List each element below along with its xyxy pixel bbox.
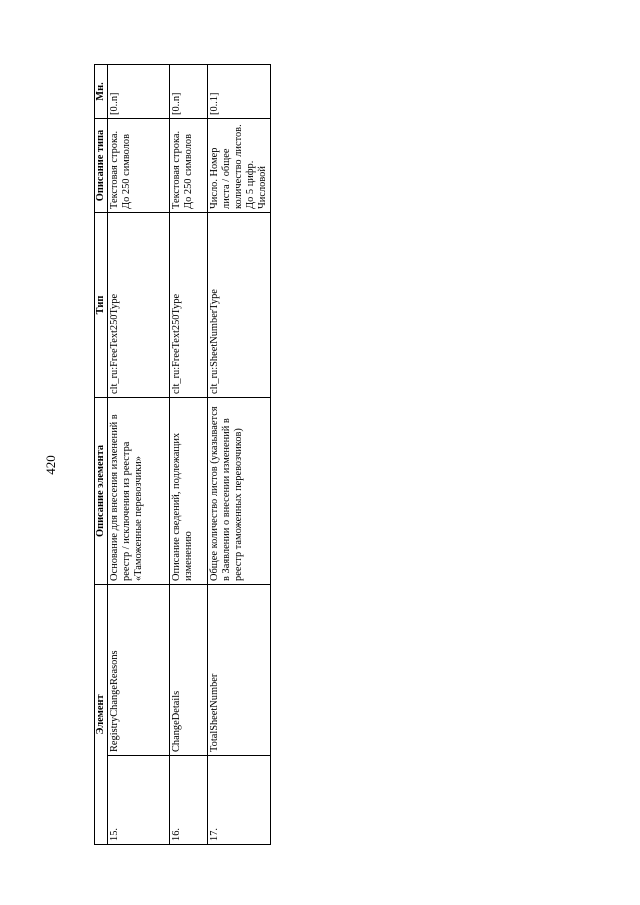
row-type: clt_ru:SheetNumberType bbox=[208, 212, 271, 397]
row-multiplicity: [0..n] bbox=[108, 64, 170, 118]
row-element: ChangeDetails bbox=[170, 584, 208, 755]
row-description: Общее количество листов (указывается в Заявлении о внесении изменений в реестр таможенных перевозчиков) bbox=[208, 397, 271, 584]
table-header-row bbox=[95, 64, 108, 844]
header-description: Описание элемента bbox=[95, 397, 108, 584]
row-type: clt_ru:FreeText250Type bbox=[108, 212, 170, 397]
row-number: 16. bbox=[170, 756, 208, 845]
rotated-table-wrapper bbox=[94, 65, 268, 845]
row-type-description: Текстовая строка. До 250 символов bbox=[170, 118, 208, 212]
row-type: clt_ru:FreeText250Type bbox=[170, 212, 208, 397]
header-type-description: Описание типа bbox=[95, 118, 108, 212]
page-number: 420 bbox=[43, 455, 58, 475]
row-description: Основание для внесения изменений в реестр / исключения из реестра «Таможенные перевозчики» bbox=[108, 397, 170, 584]
header-element: Элемент bbox=[95, 584, 108, 844]
row-element: RegistryChangeReasons bbox=[108, 584, 170, 755]
table-row bbox=[108, 64, 170, 844]
row-description: Описание сведений, подлежащих изменению bbox=[170, 397, 208, 584]
row-element: TotalSheetNumber bbox=[208, 584, 271, 755]
row-number: 17. bbox=[208, 756, 271, 845]
header-multiplicity: Мн. bbox=[95, 64, 108, 118]
row-type-description: Число. Номер листа / общее количество листов. До 5 цифр. Числовой bbox=[208, 118, 271, 212]
row-multiplicity: [0..n] bbox=[170, 64, 208, 118]
elements-table bbox=[94, 64, 271, 845]
row-number: 15. bbox=[108, 756, 170, 845]
table-row bbox=[170, 64, 208, 844]
table-row bbox=[208, 64, 271, 844]
row-multiplicity: [0..1] bbox=[208, 64, 271, 118]
row-type-description: Текстовая строка. До 250 символов bbox=[108, 118, 170, 212]
header-type: Тип bbox=[95, 212, 108, 397]
